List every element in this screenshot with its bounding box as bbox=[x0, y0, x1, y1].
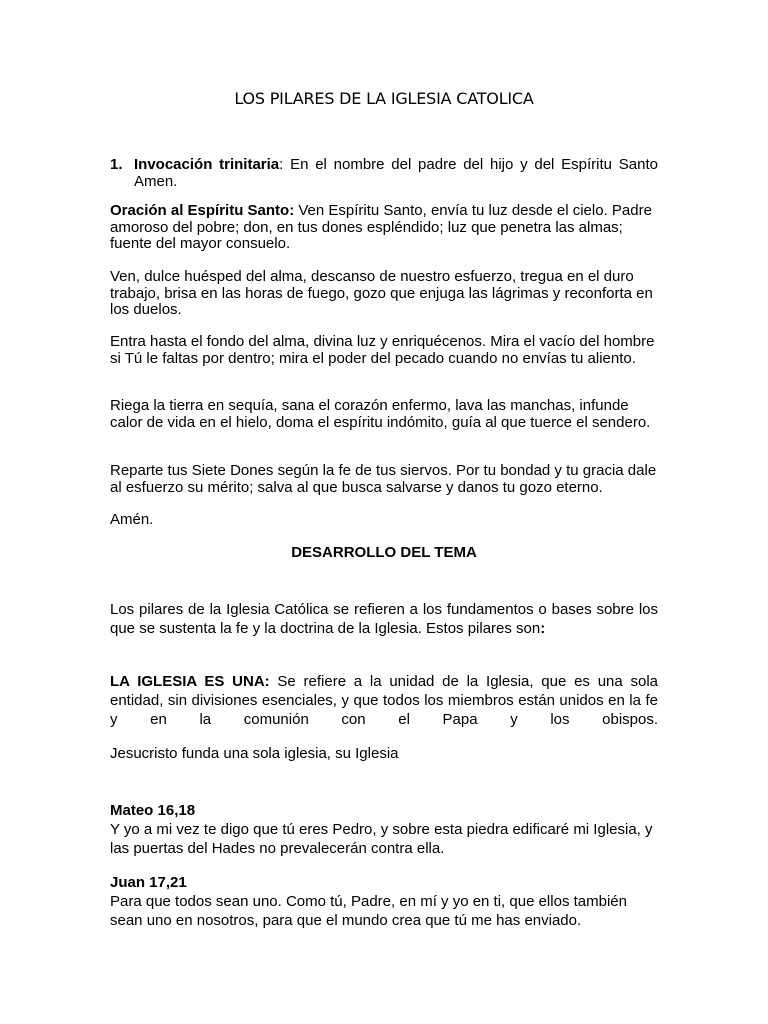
iglesia-una-label: LA IGLESIA ES UNA: bbox=[110, 673, 270, 690]
paragraph-riega: Riega la tierra en sequía, sana el corazón enfermo, lava las manchas, infunde calor de vida en el hielo, doma el espíritu indómito, guía al que tuerce el sendero. bbox=[110, 397, 651, 431]
pilares-intro-text: Los pilares de la Iglesia Católica se refieren a los fundamentos o bases sobre los que se sustenta la fe y la doctrina de la Iglesia. Estos pilares son bbox=[110, 601, 658, 637]
juan-text: Para que todos sean uno. Como tú, Padre, en mí y yo en ti, que ellos también sean uno en nosotros, para que el mundo crea que tú me has enviado. bbox=[110, 893, 627, 929]
pilares-colon: : bbox=[540, 620, 546, 637]
iglesia-una-body: Se refiere a la unidad de la Iglesia, que es una sola entidad, sin divisiones esenciales, y que todos los miembros están unidos en la fe y en la comunión con el Papa y los obispos. bbox=[110, 673, 658, 728]
juan-ref: Juan 17,21 bbox=[110, 874, 187, 891]
invocacion-body: : En el nombre del padre del hijo y del Espíritu Santo Amen. bbox=[134, 156, 658, 190]
invocacion-label: Invocación trinitaria bbox=[134, 156, 280, 173]
pilares-intro-paragraph bbox=[110, 600, 658, 638]
oracion-label: Oración al Espíritu Santo: bbox=[110, 202, 295, 219]
invocacion-text bbox=[134, 156, 658, 190]
juan-block bbox=[110, 873, 658, 930]
paragraph-ven: Ven, dulce huésped del alma, descanso de nuestro esfuerzo, tregua en el duro trabajo, brisa en las horas de fuego, gozo que enjuga las lágrimas y reconforta en los duelos. bbox=[110, 268, 653, 318]
mateo-ref: Mateo 16,18 bbox=[110, 802, 196, 819]
desarrollo-heading: DESARROLLO DEL TEMA bbox=[291, 544, 477, 561]
mateo-text: Y yo a mi vez te digo que tú eres Pedro, y sobre esta piedra edificaré mi Iglesia, y las puertas del Hades no prevalecerán contra ella. bbox=[110, 821, 653, 857]
oracion-body: Ven Espíritu Santo, envía tu luz desde el cielo. Padre amoroso del pobre; don, en tus dones espléndido; luz que penetra las almas; fuente del mayor consuelo. bbox=[110, 202, 652, 252]
paragraph-entra: Entra hasta el fondo del alma, divina luz y enriquécenos. Mira el vacío del hombre si Tú le faltas por dentro; mira el poder del pecado cuando no envías tu aliento. bbox=[110, 333, 655, 367]
mateo-block bbox=[110, 801, 658, 858]
jesucristo-text: Jesucristo funda una sola iglesia, su Iglesia bbox=[110, 745, 399, 762]
iglesia-una-paragraph bbox=[110, 672, 658, 729]
document-title: LOS PILARES DE LA IGLESIA CATOLICA bbox=[234, 89, 534, 108]
oracion-paragraph bbox=[110, 203, 658, 253]
amen-text: Amén. bbox=[110, 511, 154, 528]
paragraph-reparte: Reparte tus Siete Dones según la fe de tus siervos. Por tu bondad y tu gracia dale al esfuerzo su mérito; salva al que busca salvarse y danos tu gozo eterno. bbox=[110, 462, 657, 496]
list-number: 1. bbox=[110, 156, 123, 173]
